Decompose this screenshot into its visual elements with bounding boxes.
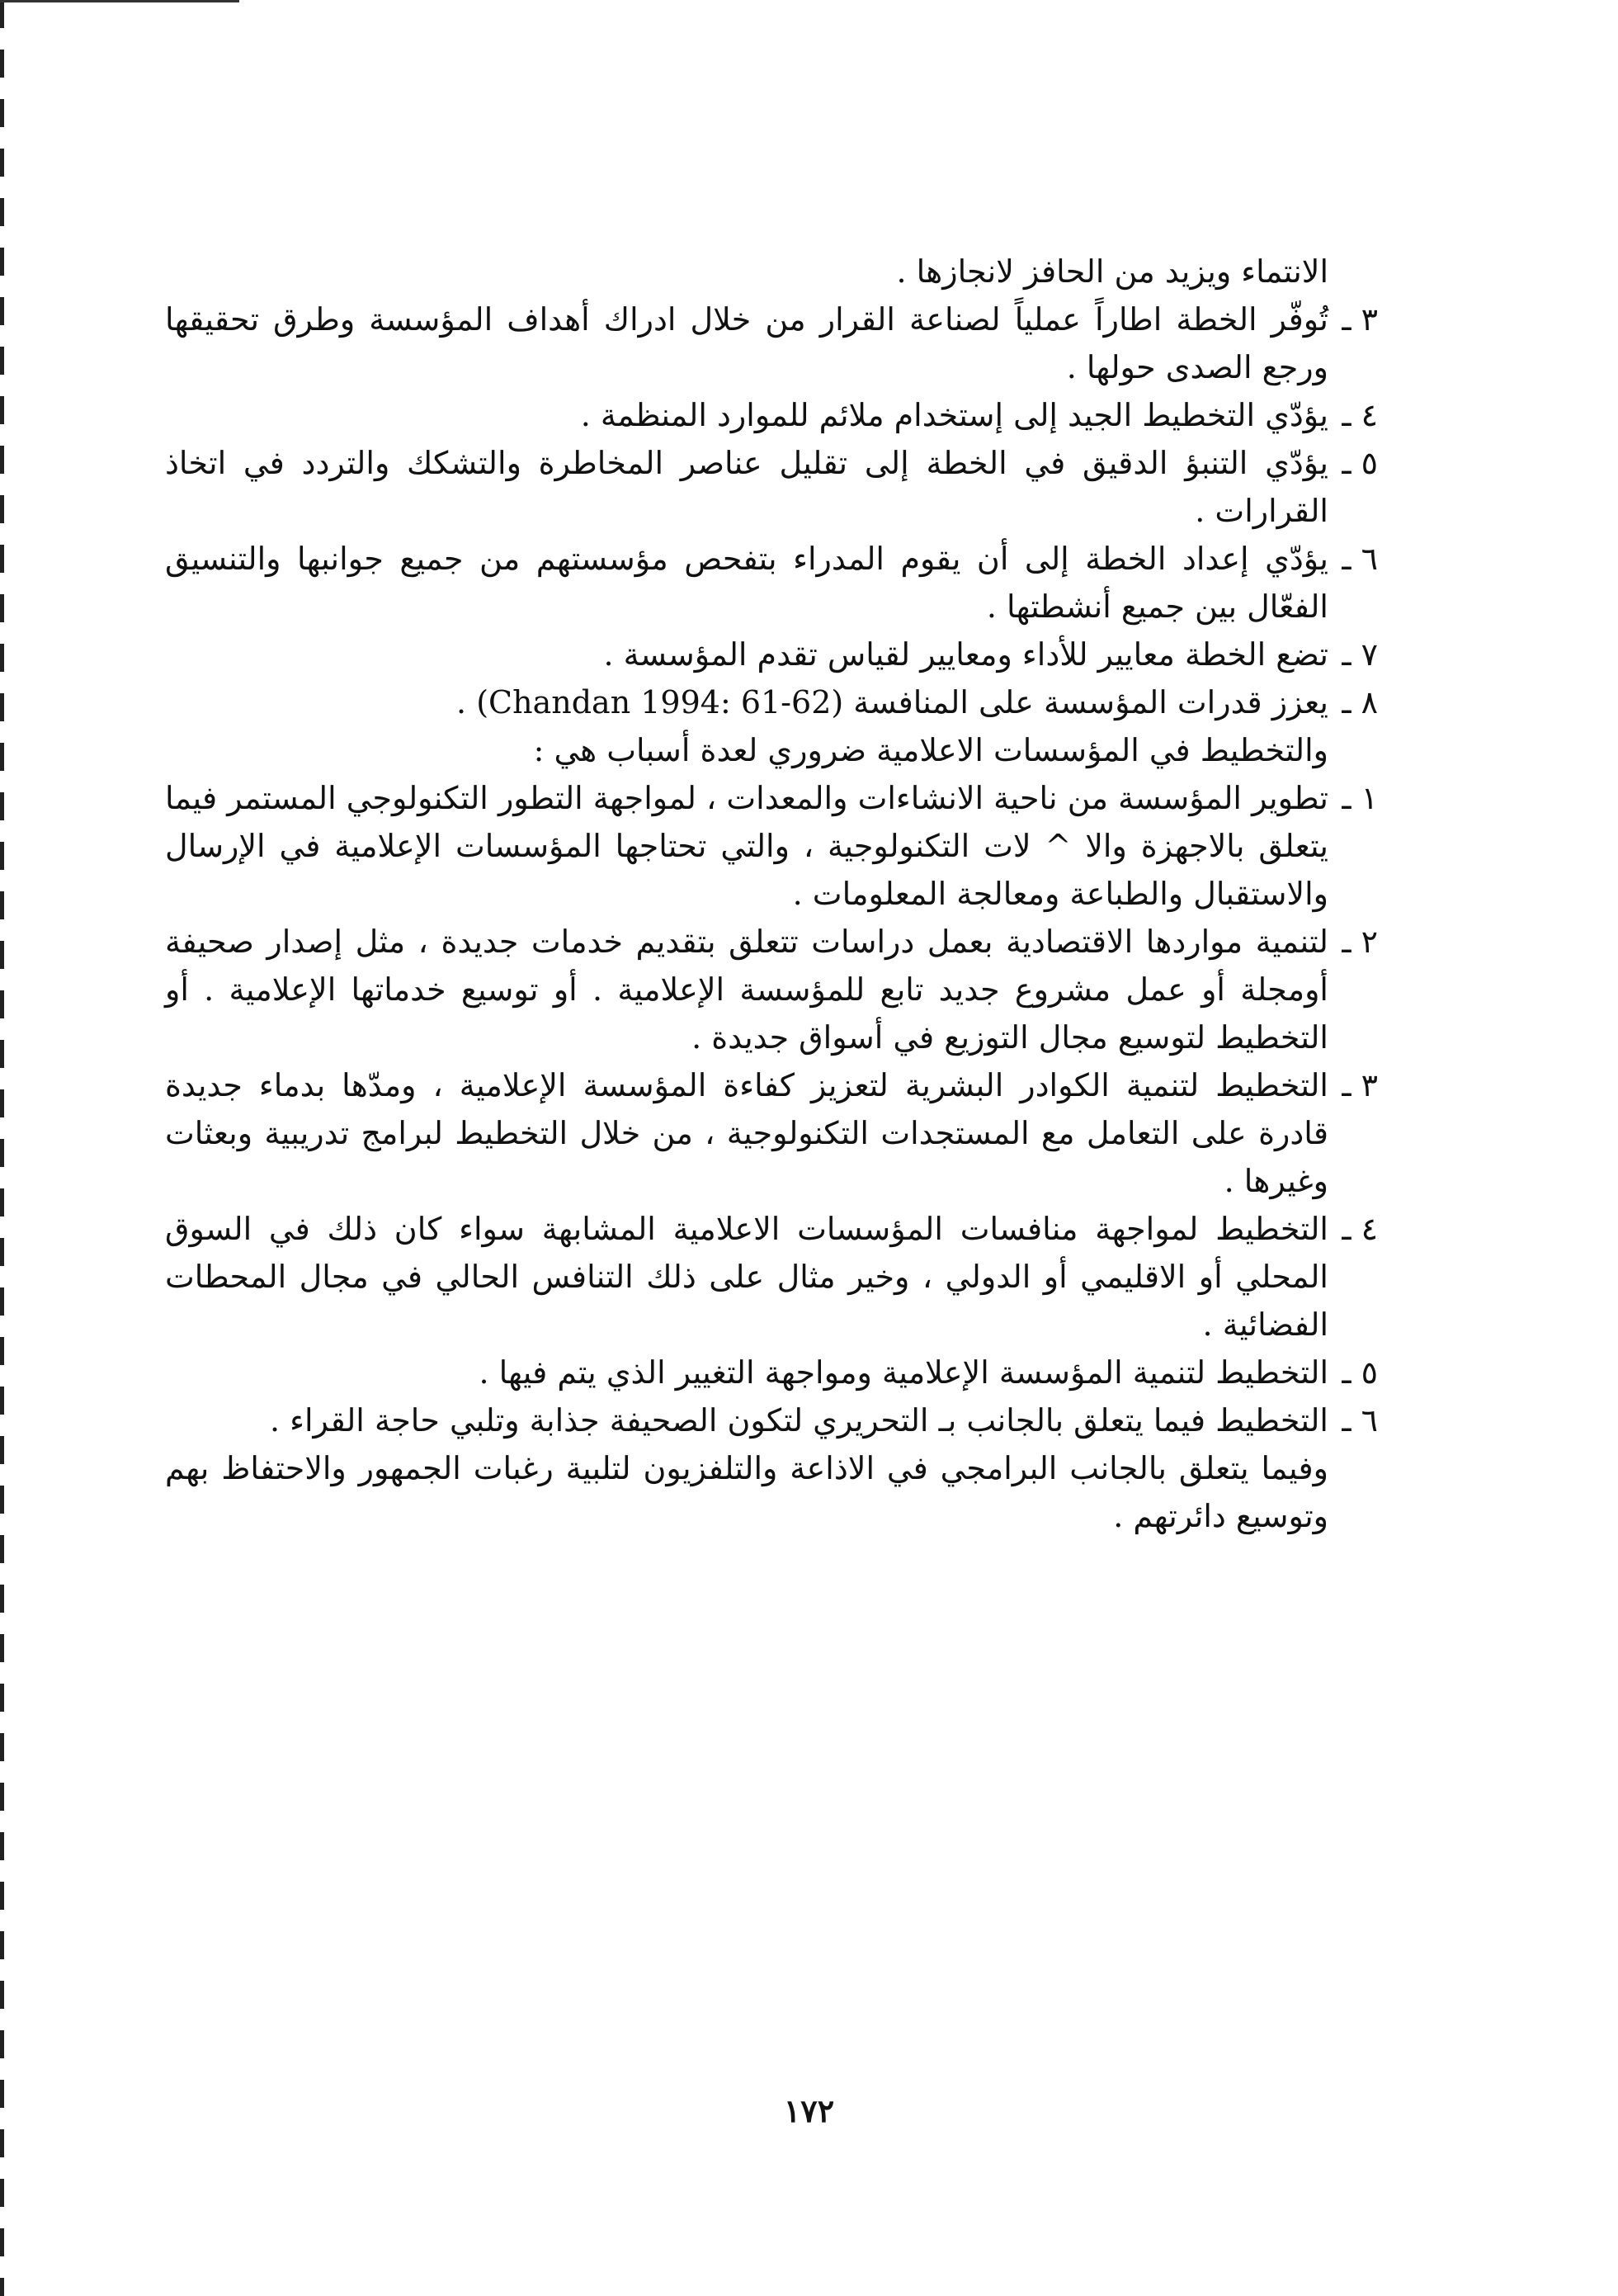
item-text: تضع الخطة معايير للأداء ومعايير لقياس تقدم المؤسسة . — [603, 636, 1328, 673]
item-text: التخطيط لتنمية المؤسسة الإعلامية ومواجهة التغيير الذي يتم فيها . — [479, 1354, 1328, 1391]
section-intro: والتخطيط في المؤسسات الاعلامية ضروري لعدة أسباب هي : — [533, 732, 1328, 768]
item-number: ٥ ـ — [1342, 1354, 1378, 1391]
item-number: ٣ ـ — [1342, 301, 1378, 338]
page-number: ١٧٢ — [783, 2092, 835, 2129]
item-text: التخطيط لتنمية الكوادر البشرية لتعزيز كفاءة المؤسسة الإعلامية ، ومدّها بدماء جديدة قادرة على التعامل مع المستجدات التكنولوجية ، من خلال التخطيط لبرامج تدريبية وبعثات وغيرها . — [165, 1067, 1328, 1199]
list-item — [165, 1061, 1378, 1205]
item-text: يعزز قدرات المؤسسة على المنافسة (Chandan 1994: 61-62) . — [456, 684, 1328, 720]
list-item — [165, 1349, 1378, 1396]
reasons-list — [165, 774, 1378, 1444]
list-item — [165, 1396, 1378, 1444]
list-item — [165, 631, 1378, 678]
item-number: ٤ ـ — [1342, 1211, 1378, 1247]
closing-paragraph: وفيما يتعلق بالجانب البرامجي في الاذاعة والتلفزيون لتلبية رغبات الجمهور والاحتفاظ بهم وتوسيع دائرتهم . — [165, 1450, 1328, 1534]
item-number: ٣ ـ — [1342, 1067, 1378, 1103]
item-number: ٦ ـ — [1342, 541, 1378, 577]
list-item — [165, 774, 1378, 918]
item-number: ٤ ـ — [1342, 397, 1378, 433]
list-item — [165, 295, 1378, 391]
list-item — [165, 918, 1378, 1061]
item-text: يؤدّي إعداد الخطة إلى أن يقوم المدراء بتفحص مؤسستهم من جميع جوانبها والتنسيق الفعّال بين جميع أنشطتها . — [165, 541, 1328, 625]
scan-left-edge — [0, 0, 4, 2296]
scan-top-edge — [0, 0, 239, 2]
item-number: ١ ـ — [1342, 780, 1378, 816]
list-item — [165, 1205, 1378, 1349]
item-text: يؤدّي التنبؤ الدقيق في الخطة إلى تقليل عناصر المخاطرة والتشكك والتردد في اتخاذ القرارات . — [165, 445, 1328, 529]
item-number: ٥ ـ — [1342, 445, 1378, 481]
item-text: التخطيط فيما يتعلق بالجانب بـ التحريري لتكون الصحيفة جذابة وتلبي حاجة القراء . — [269, 1402, 1328, 1439]
benefits-list — [165, 295, 1378, 726]
intro-line: الانتماء ويزيد من الحافز لانجازها . — [896, 253, 1328, 290]
list-item — [165, 391, 1378, 439]
item-number: ٨ ـ — [1342, 684, 1378, 720]
list-item — [165, 535, 1378, 631]
item-number: ٧ ـ — [1342, 636, 1378, 673]
list-item — [165, 678, 1378, 726]
item-number: ٦ ـ — [1342, 1402, 1378, 1439]
item-text: تطوير المؤسسة من ناحية الانشاءات والمعدات ، لمواجهة التطور التكنولوجي المستمر فيما يتعلق بالاجهزة والا ^ لات التكنولوجية ، والتي تحتاجها المؤسسات الإعلامية في الإرسال والاستقبال والطباعة ومعالجة المعلومات . — [165, 780, 1328, 912]
item-text: التخطيط لمواجهة منافسات المؤسسات الاعلامية المشابهة سواء كان ذلك في السوق المحلي أو الاقليمي أو الدولي ، وخير مثال على ذلك التنافس الحالي في مجال المحطات الفضائية . — [165, 1211, 1328, 1343]
item-text: يؤدّي التخطيط الجيد إلى إستخدام ملائم للموارد المنظمة . — [580, 397, 1328, 433]
document-page — [165, 248, 1378, 1540]
item-text: لتنمية مواردها الاقتصادية بعمل دراسات تتعلق بتقديم خدمات جديدة ، مثل إصدار صحيفة أومجلة أو عمل مشروع جديد تابع للمؤسسة الإعلامية . أو توسيع خدماتها الإعلامية . أو التخطيط لتوسيع مجال التوزيع في أسواق جديدة . — [165, 924, 1328, 1056]
item-text: تُوفّر الخطة اطاراً عملياً لصناعة القرار من خلال ادراك أهداف المؤسسة وطرق تحقيقها ورجع الصدى حولها . — [165, 301, 1328, 385]
list-item — [165, 439, 1378, 535]
item-number: ٢ ـ — [1342, 924, 1378, 960]
